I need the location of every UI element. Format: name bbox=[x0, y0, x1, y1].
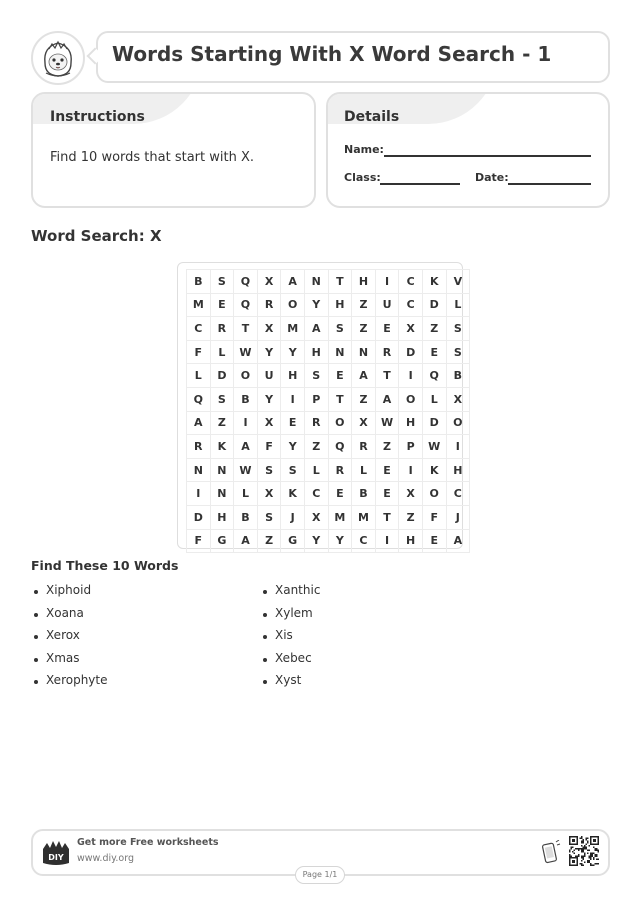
class-field[interactable] bbox=[380, 183, 460, 185]
grid-cell: T bbox=[328, 387, 352, 411]
word-list-item: Xiphoid bbox=[31, 583, 231, 606]
word-search-grid bbox=[186, 269, 470, 553]
grid-cell: R bbox=[375, 340, 399, 364]
grid-cell: L bbox=[422, 387, 446, 411]
grid-cell: A bbox=[304, 317, 328, 341]
grid-cell: L bbox=[234, 482, 258, 506]
grid-cell: E bbox=[422, 529, 446, 553]
grid-cell: D bbox=[422, 293, 446, 317]
grid-cell: I bbox=[399, 458, 423, 482]
diy-logo-text: DIY bbox=[48, 853, 64, 862]
grid-cell: F bbox=[187, 340, 211, 364]
grid-cell: E bbox=[328, 482, 352, 506]
grid-cell: F bbox=[257, 435, 281, 459]
grid-cell: S bbox=[257, 458, 281, 482]
footer-url-link[interactable]: www.diy.org bbox=[77, 853, 134, 864]
grid-cell: A bbox=[446, 529, 470, 553]
grid-cell: A bbox=[187, 411, 211, 435]
grid-cell: X bbox=[352, 411, 376, 435]
grid-cell: U bbox=[257, 364, 281, 388]
grid-cell: E bbox=[375, 482, 399, 506]
name-field[interactable] bbox=[384, 155, 591, 157]
word-list-item: Xyst bbox=[260, 673, 460, 696]
grid-cell: E bbox=[375, 458, 399, 482]
grid-cell: C bbox=[399, 293, 423, 317]
grid-row bbox=[187, 340, 470, 364]
grid-cell: X bbox=[399, 482, 423, 506]
grid-cell: I bbox=[234, 411, 258, 435]
grid-row bbox=[187, 505, 470, 529]
grid-cell: W bbox=[234, 458, 258, 482]
grid-cell: Y bbox=[257, 387, 281, 411]
grid-cell: Q bbox=[234, 270, 258, 294]
grid-cell: T bbox=[375, 505, 399, 529]
grid-cell: E bbox=[375, 317, 399, 341]
grid-cell: H bbox=[328, 293, 352, 317]
class-label: Class: bbox=[344, 171, 381, 184]
grid-cell: B bbox=[234, 505, 258, 529]
grid-cell: I bbox=[375, 529, 399, 553]
grid-cell: D bbox=[422, 411, 446, 435]
word-list-item: Xerophyte bbox=[31, 673, 231, 696]
grid-cell: R bbox=[304, 411, 328, 435]
grid-cell: W bbox=[422, 435, 446, 459]
grid-cell: A bbox=[234, 435, 258, 459]
grid-cell: X bbox=[257, 482, 281, 506]
grid-cell: F bbox=[187, 529, 211, 553]
grid-cell: C bbox=[304, 482, 328, 506]
grid-cell: C bbox=[352, 529, 376, 553]
grid-row bbox=[187, 270, 470, 294]
grid-cell: Z bbox=[352, 317, 376, 341]
footer-promo-text: Get more Free worksheets bbox=[77, 837, 219, 848]
grid-cell: Z bbox=[399, 505, 423, 529]
grid-cell: S bbox=[304, 364, 328, 388]
grid-cell: O bbox=[234, 364, 258, 388]
grid-cell: X bbox=[304, 505, 328, 529]
grid-cell: R bbox=[352, 435, 376, 459]
grid-cell: A bbox=[234, 529, 258, 553]
grid-row bbox=[187, 458, 470, 482]
word-list-item: Xerox bbox=[31, 628, 231, 651]
word-list-item: Xoana bbox=[31, 606, 231, 629]
grid-cell: L bbox=[210, 340, 234, 364]
grid-cell: C bbox=[446, 482, 470, 506]
grid-row bbox=[187, 293, 470, 317]
grid-cell: W bbox=[375, 411, 399, 435]
grid-cell: D bbox=[210, 364, 234, 388]
grid-cell: Z bbox=[422, 317, 446, 341]
grid-cell: V bbox=[446, 270, 470, 294]
grid-row bbox=[187, 364, 470, 388]
grid-cell: F bbox=[422, 505, 446, 529]
grid-cell: S bbox=[281, 458, 305, 482]
grid-cell: X bbox=[399, 317, 423, 341]
grid-cell: H bbox=[352, 270, 376, 294]
grid-cell: N bbox=[210, 458, 234, 482]
grid-cell: L bbox=[446, 293, 470, 317]
grid-cell: P bbox=[304, 387, 328, 411]
grid-cell: U bbox=[375, 293, 399, 317]
grid-cell: M bbox=[352, 505, 376, 529]
grid-cell: T bbox=[234, 317, 258, 341]
grid-cell: X bbox=[257, 317, 281, 341]
yeti-mascot-icon bbox=[31, 31, 85, 85]
grid-cell: R bbox=[187, 435, 211, 459]
grid-row bbox=[187, 317, 470, 341]
grid-cell: Y bbox=[304, 293, 328, 317]
word-list-left bbox=[31, 583, 231, 696]
grid-cell: Z bbox=[375, 435, 399, 459]
grid-row bbox=[187, 387, 470, 411]
grid-cell: B bbox=[352, 482, 376, 506]
grid-cell: B bbox=[446, 364, 470, 388]
grid-cell: C bbox=[187, 317, 211, 341]
grid-cell: I bbox=[375, 270, 399, 294]
grid-cell: O bbox=[399, 387, 423, 411]
qr-code-icon bbox=[569, 836, 599, 866]
grid-cell: I bbox=[281, 387, 305, 411]
grid-cell: N bbox=[210, 482, 234, 506]
page-title: Words Starting With X Word Search - 1 bbox=[112, 42, 552, 66]
grid-cell: A bbox=[281, 270, 305, 294]
grid-cell: O bbox=[446, 411, 470, 435]
grid-cell: R bbox=[257, 293, 281, 317]
grid-cell: H bbox=[281, 364, 305, 388]
grid-cell: I bbox=[399, 364, 423, 388]
phone-icon bbox=[541, 840, 561, 864]
grid-cell: H bbox=[210, 505, 234, 529]
grid-cell: Y bbox=[304, 529, 328, 553]
grid-cell: S bbox=[446, 340, 470, 364]
grid-cell: H bbox=[399, 529, 423, 553]
grid-cell: R bbox=[210, 317, 234, 341]
grid-cell: E bbox=[210, 293, 234, 317]
grid-cell: Z bbox=[352, 387, 376, 411]
instructions-heading: Instructions bbox=[50, 109, 145, 125]
grid-cell: E bbox=[281, 411, 305, 435]
grid-cell: Q bbox=[422, 364, 446, 388]
grid-cell: Y bbox=[281, 435, 305, 459]
grid-cell: D bbox=[187, 505, 211, 529]
grid-cell: X bbox=[257, 270, 281, 294]
grid-cell: P bbox=[399, 435, 423, 459]
grid-cell: N bbox=[187, 458, 211, 482]
grid-cell: X bbox=[446, 387, 470, 411]
word-list-item: Xebec bbox=[260, 651, 460, 674]
grid-cell: H bbox=[304, 340, 328, 364]
grid-cell: K bbox=[422, 458, 446, 482]
grid-row bbox=[187, 435, 470, 459]
grid-cell: D bbox=[399, 340, 423, 364]
section-title: Word Search: X bbox=[31, 227, 162, 245]
details-card bbox=[326, 92, 610, 208]
grid-cell: M bbox=[328, 505, 352, 529]
grid-cell: O bbox=[422, 482, 446, 506]
grid-cell: E bbox=[328, 364, 352, 388]
grid-cell: I bbox=[446, 435, 470, 459]
grid-cell: O bbox=[281, 293, 305, 317]
grid-cell: K bbox=[281, 482, 305, 506]
word-list-item: Xis bbox=[260, 628, 460, 651]
grid-cell: Y bbox=[281, 340, 305, 364]
grid-cell: N bbox=[328, 340, 352, 364]
grid-cell: S bbox=[328, 317, 352, 341]
word-list-item: Xanthic bbox=[260, 583, 460, 606]
instructions-card bbox=[31, 92, 316, 208]
grid-cell: T bbox=[328, 270, 352, 294]
grid-cell: L bbox=[352, 458, 376, 482]
grid-cell: S bbox=[446, 317, 470, 341]
date-label: Date: bbox=[475, 171, 509, 184]
grid-cell: J bbox=[446, 505, 470, 529]
grid-cell: O bbox=[328, 411, 352, 435]
word-list-right bbox=[260, 583, 460, 696]
grid-row bbox=[187, 411, 470, 435]
grid-cell: S bbox=[257, 505, 281, 529]
grid-cell: W bbox=[234, 340, 258, 364]
grid-row bbox=[187, 482, 470, 506]
page-indicator: Page 1/1 bbox=[295, 866, 345, 884]
grid-cell: R bbox=[328, 458, 352, 482]
grid-row bbox=[187, 529, 470, 553]
grid-cell: H bbox=[399, 411, 423, 435]
instructions-text: Find 10 words that start with X. bbox=[50, 150, 254, 165]
grid-cell: G bbox=[281, 529, 305, 553]
grid-cell: K bbox=[422, 270, 446, 294]
grid-cell: Q bbox=[328, 435, 352, 459]
grid-cell: M bbox=[187, 293, 211, 317]
grid-cell: I bbox=[187, 482, 211, 506]
grid-cell: Y bbox=[328, 529, 352, 553]
grid-cell: S bbox=[210, 270, 234, 294]
grid-cell: L bbox=[304, 458, 328, 482]
grid-cell: L bbox=[187, 364, 211, 388]
grid-cell: Q bbox=[187, 387, 211, 411]
grid-cell: J bbox=[281, 505, 305, 529]
grid-cell: Z bbox=[352, 293, 376, 317]
grid-cell: Z bbox=[257, 529, 281, 553]
grid-cell: A bbox=[352, 364, 376, 388]
grid-cell: X bbox=[257, 411, 281, 435]
grid-cell: C bbox=[399, 270, 423, 294]
name-label: Name: bbox=[344, 143, 384, 156]
grid-cell: N bbox=[304, 270, 328, 294]
grid-cell: Z bbox=[210, 411, 234, 435]
date-field[interactable] bbox=[508, 183, 591, 185]
grid-cell: T bbox=[375, 364, 399, 388]
grid-cell: M bbox=[281, 317, 305, 341]
word-list-item: Xmas bbox=[31, 651, 231, 674]
grid-cell: G bbox=[210, 529, 234, 553]
diy-logo-icon[interactable] bbox=[41, 839, 71, 867]
grid-cell: B bbox=[234, 387, 258, 411]
word-list-item: Xylem bbox=[260, 606, 460, 629]
grid-cell: A bbox=[375, 387, 399, 411]
grid-cell: Y bbox=[257, 340, 281, 364]
grid-cell: H bbox=[446, 458, 470, 482]
grid-cell: S bbox=[210, 387, 234, 411]
grid-cell: B bbox=[187, 270, 211, 294]
word-list-title: Find These 10 Words bbox=[31, 558, 179, 573]
grid-cell: K bbox=[210, 435, 234, 459]
grid-cell: Q bbox=[234, 293, 258, 317]
grid-cell: N bbox=[352, 340, 376, 364]
grid-cell: E bbox=[422, 340, 446, 364]
details-heading: Details bbox=[344, 109, 400, 125]
grid-cell: Z bbox=[304, 435, 328, 459]
